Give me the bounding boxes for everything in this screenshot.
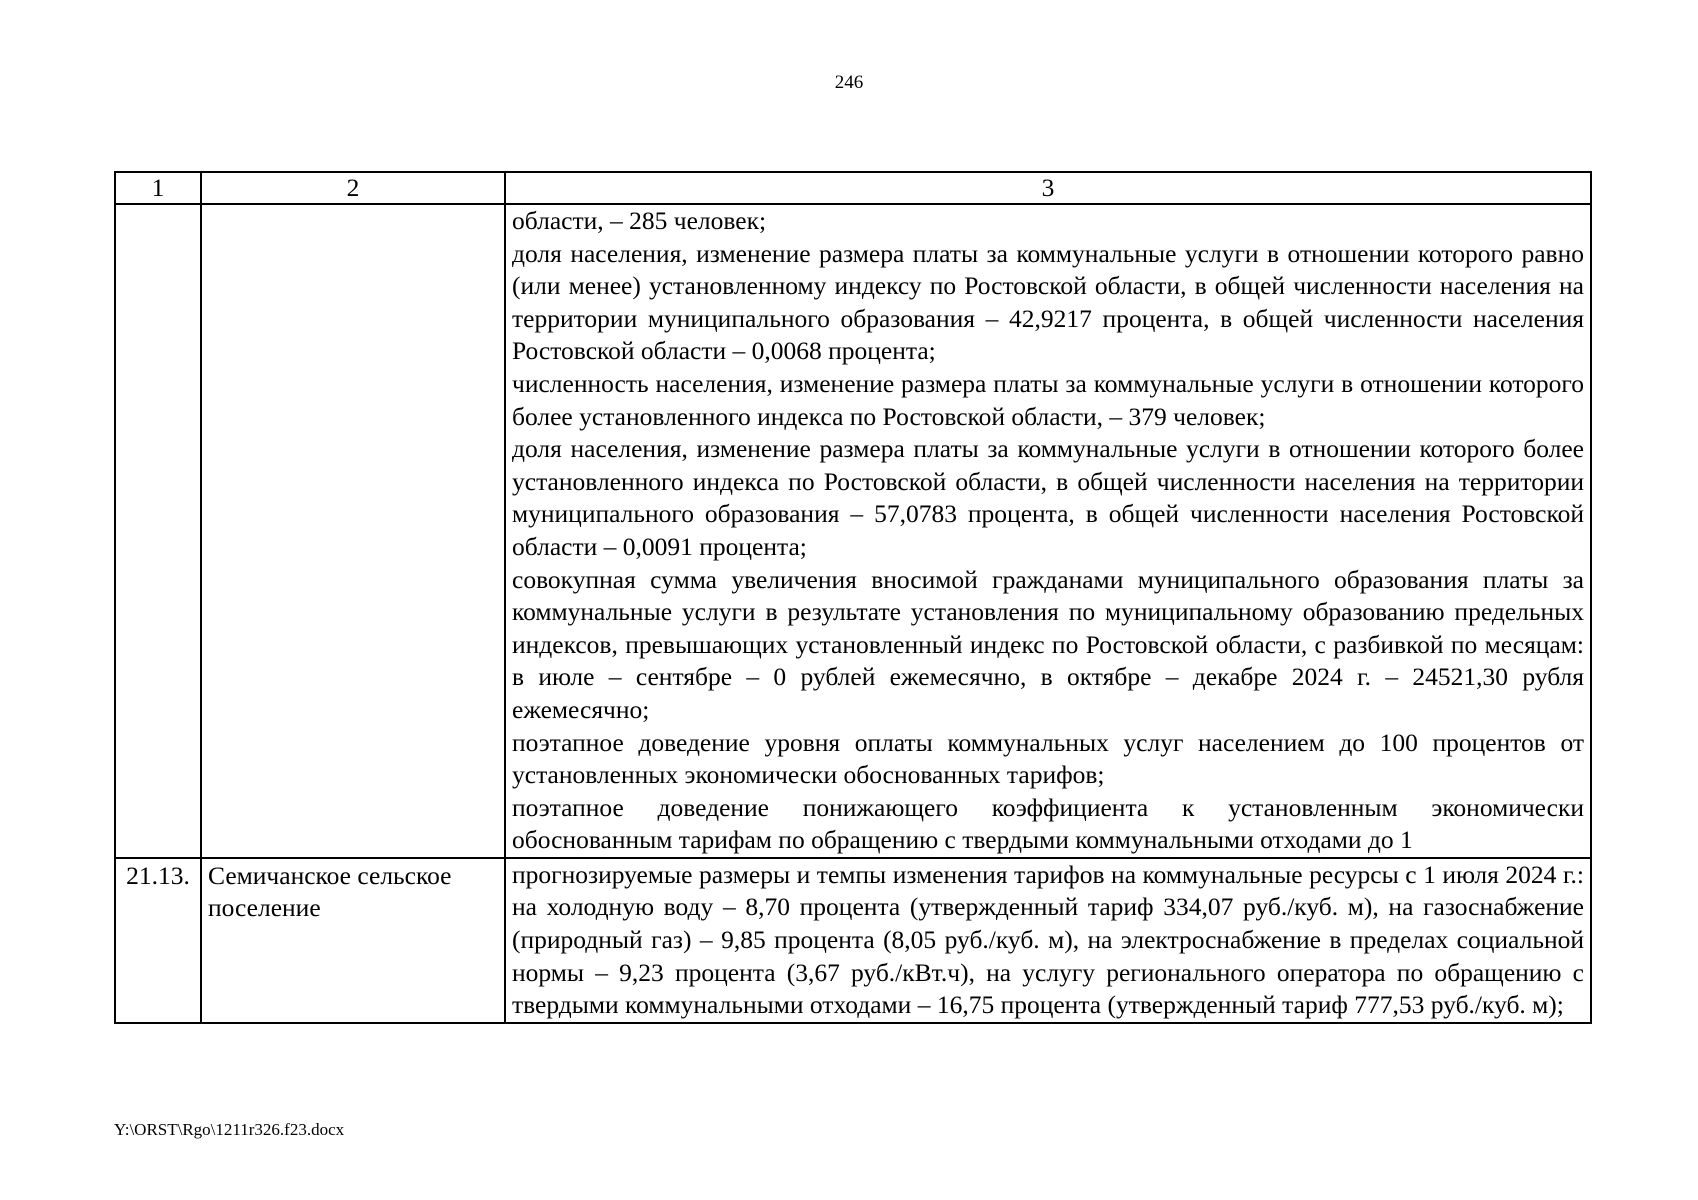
column-header-3: 3 (505, 172, 1591, 204)
row-name-cell (201, 204, 505, 858)
footer-file-path: Y:\ORST\Rgo\1211r326.f23.docx (114, 1120, 345, 1139)
row-content-cell (505, 858, 1591, 1023)
content-paragraph: области, – 285 человек; (512, 206, 767, 235)
column-header-1: 1 (115, 172, 201, 204)
content-paragraph: прогнозируемые размеры и темпы изменения тарифов на коммунальные ресурсы с 1 июля 2024 г.: на холодную воду – 8,70 процента (утвержденный тариф 334,07 руб./куб. м), на газоснабжение (природный газ) – 9,85 процента (8,05 руб./куб. м), на электроснабжение в пределах социальной нормы – 9,23 процента (3,67 руб./кВт.ч), на услугу регионального оператора по обращению с твердыми коммунальными отходами – 16,75 процента (утвержденный тариф 777,53 руб./куб. м); (512, 859, 1584, 1020)
content-paragraph: доля населения, изменение размера платы за коммунальные услуги в отношении которого более установленного индекса по Ростовской области, в общей численности населения на территории муниципального образования – 57,0783 процента, в общей численности населения Ростовской области – 0,0091 процента; (512, 434, 1584, 561)
column-header-2: 2 (201, 172, 505, 204)
document-table (114, 171, 1592, 1024)
row-name-cell: Семичанское сельское поселение (201, 858, 505, 1023)
content-paragraph: совокупная сумма увеличения вносимой гражданами муниципального образования платы за коммунальные услуги в результате установления по муниципальному образованию предельных индексов, превышающих установленный индекс по Ростовской области, с разбивкой по месяцам: в июле – сентябре – 0 рублей ежемесячно, в октябре – декабре 2024 г. – 24521,30 рубля ежемесячно; (512, 564, 1584, 724)
content-paragraph: численность населения, изменение размера платы за коммунальные услуги в отношении которого более установленного индекса по Ростовской области, – 379 человек; (512, 368, 1584, 431)
page-number: 246 (834, 72, 864, 93)
row-number-cell: 21.13. (115, 858, 201, 1023)
row-number-cell (115, 204, 201, 858)
content-paragraph: поэтапное доведение уровня оплаты коммунальных услуг населением до 100 процентов от установленных экономически обоснованных тарифов; (512, 727, 1584, 790)
table-header-row (115, 172, 1591, 204)
content-paragraph: доля населения, изменение размера платы за коммунальные услуги в отношении которого равно (или менее) установленному индексу по Ростовской области, в общей численности населения на территории муниципального образования – 42,9217 процента, в общей численности населения Ростовской области – 0,0068 процента; (512, 238, 1584, 366)
table-row (115, 858, 1591, 1023)
table-row (115, 204, 1591, 858)
content-paragraph: поэтапное доведение понижающего коэффициента к установленным экономически обоснованным тарифам по обращению с твердыми коммунальными отходами до 1 (512, 792, 1584, 855)
row-content-cell (505, 204, 1591, 858)
